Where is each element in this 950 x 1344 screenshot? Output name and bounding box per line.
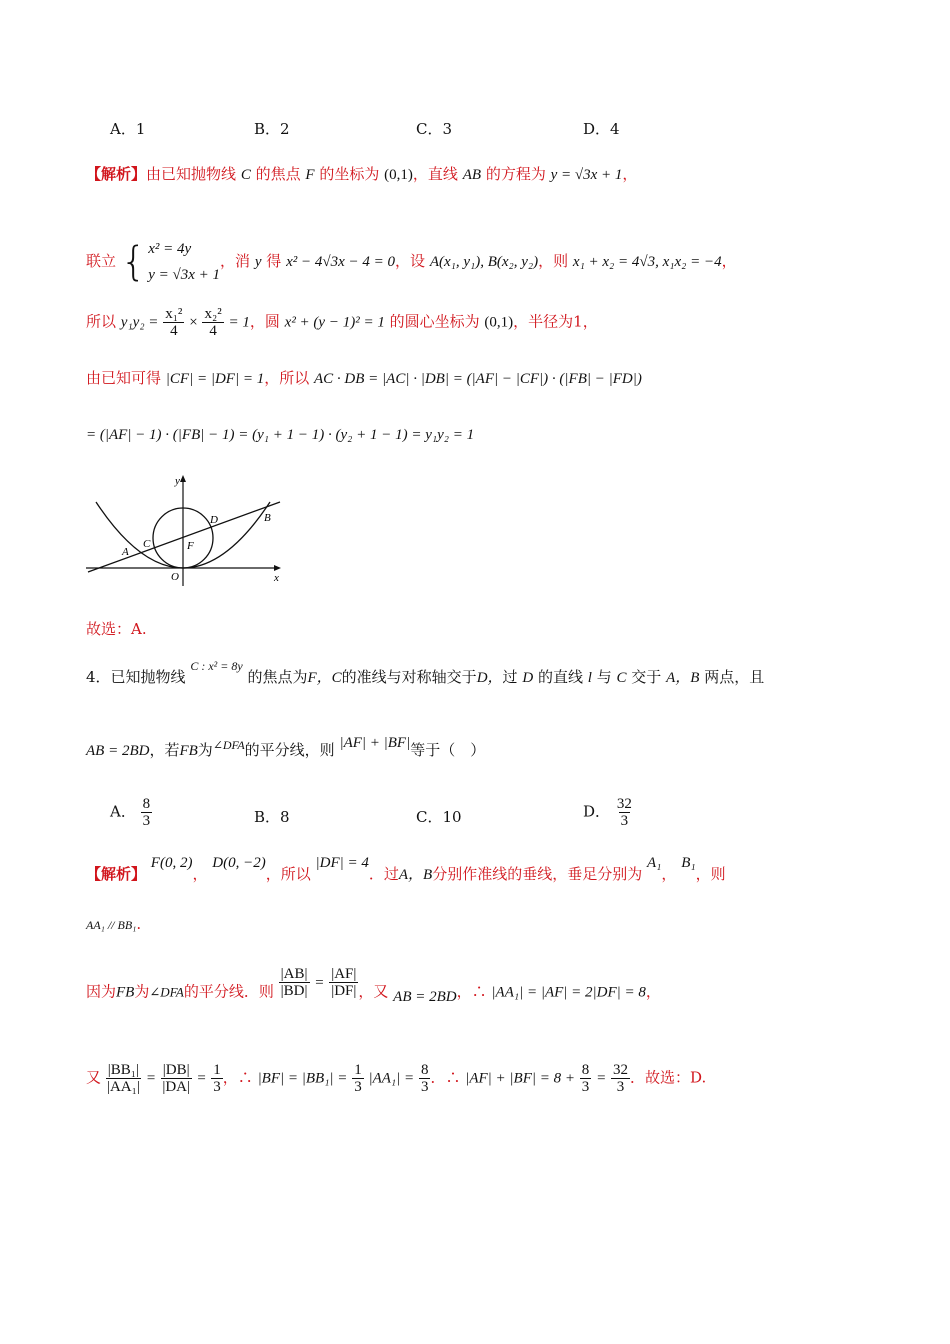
option-label: A．	[110, 802, 136, 821]
fraction	[611, 1062, 630, 1095]
text: ．∴	[430, 1068, 461, 1087]
math: A，B	[398, 867, 433, 883]
text: ，若	[149, 741, 180, 759]
fraction	[141, 796, 153, 829]
math: A₁	[647, 855, 662, 871]
label-a: A	[122, 546, 129, 558]
math: |AA₁| =	[368, 1070, 415, 1087]
math: AB	[462, 167, 482, 183]
math: D，	[476, 670, 503, 686]
q4-option-c: C．10	[416, 808, 462, 826]
x-axis-arrow	[274, 565, 281, 571]
numerator: |AF|	[331, 966, 357, 982]
text: 的平分线，则	[244, 741, 335, 759]
text: ，设	[395, 252, 426, 270]
math: F(0, 2)	[150, 855, 193, 871]
label-y: y	[175, 475, 180, 487]
solution-tag: 【解析】	[86, 165, 147, 183]
denominator: |DA|	[162, 1079, 190, 1095]
text: 得	[266, 252, 282, 270]
label-b: B	[264, 512, 271, 524]
math: y₁y₂ =	[120, 314, 159, 331]
fraction	[279, 966, 310, 999]
label-f: F	[187, 540, 194, 552]
q3-option-c: C．3	[416, 120, 453, 138]
math: D(0, −2)	[212, 855, 266, 871]
fraction	[329, 966, 358, 999]
text: 过	[502, 668, 518, 686]
math: x² − 4√3x − 4 = 0	[286, 254, 396, 270]
numerator: 8	[420, 1062, 429, 1078]
text: 交于	[631, 668, 662, 686]
math: AB = 2BD	[393, 988, 457, 1005]
math: = 1	[228, 314, 250, 331]
text: 分别作准线的垂线，垂足分别为	[432, 865, 643, 883]
denominator: |DF|	[331, 983, 357, 999]
math: x₁ + x₂ = 4√3, x₁x₂ = −4	[572, 254, 722, 270]
q3-solution-line-1	[86, 164, 637, 185]
numerator: 8	[142, 796, 151, 812]
math: y = √3x + 1	[550, 167, 623, 183]
math: F	[305, 167, 315, 183]
text: 两点，且	[704, 668, 765, 686]
text: ，所以	[264, 369, 310, 387]
fraction	[211, 1062, 223, 1095]
text: 的方程为	[485, 165, 546, 183]
text: ，	[661, 865, 677, 883]
parabola-circle-graph	[86, 474, 288, 586]
math: AB = 2BD	[86, 743, 150, 759]
text: ．故选：D.	[629, 1068, 707, 1087]
math: =	[196, 1070, 207, 1087]
option-label: D．	[583, 802, 611, 821]
q3-answer: 故选：A.	[86, 620, 147, 638]
math: |AA₁| = |AF| = 2|DF| = 8	[491, 984, 646, 1001]
text: ，	[192, 865, 208, 883]
denominator: |AA₁|	[106, 1079, 140, 1095]
text: ，又	[358, 982, 389, 1001]
math: AC · DB = |AC| · |DB| = (|AF| − |CF|) · (|FB| − |FD|)	[314, 371, 642, 387]
math: AA₁ // BB₁	[86, 918, 137, 932]
math: |AF| + |BF| = 8 +	[465, 1070, 575, 1087]
denominator: 4	[170, 323, 178, 339]
q4-solution-line-4	[86, 1062, 706, 1095]
q3-solution-line-4	[86, 368, 642, 389]
q4-solution-line-2	[86, 914, 141, 935]
numerator: |AB|	[280, 966, 308, 982]
text: ，∴	[456, 982, 487, 1001]
math: l	[587, 670, 592, 686]
fraction	[419, 1062, 431, 1095]
math: ×	[189, 314, 198, 331]
text: 因为	[86, 982, 117, 1001]
q4-solution-line-3	[86, 966, 661, 1009]
math: =	[145, 1070, 156, 1087]
q3-option-d: D．4	[583, 120, 620, 138]
text: ，半径为1，	[513, 312, 598, 331]
system-eq-2: y = √3x + 1	[148, 267, 221, 283]
fraction	[352, 1062, 364, 1095]
q4-option-d	[583, 796, 634, 829]
math: x² + (y − 1)² = 1	[284, 314, 385, 331]
q3-option-b: B．2	[254, 120, 290, 138]
math: A，B	[666, 670, 700, 686]
label-o: O	[171, 571, 179, 583]
text: 的焦点	[255, 165, 301, 183]
denominator: 3	[354, 1079, 362, 1095]
text: 又	[86, 1068, 102, 1087]
q3-solution-line-5	[86, 424, 474, 445]
text: 已知抛物线	[110, 668, 186, 686]
label-x: x	[274, 572, 279, 584]
numerator: x₁²	[165, 306, 183, 322]
text: ，	[645, 982, 661, 1001]
solution-tag: 【解析】	[86, 865, 147, 883]
text: 的坐标为	[319, 165, 380, 183]
text: 为	[197, 741, 213, 759]
label-c: C	[143, 538, 151, 550]
denominator: 3	[420, 1079, 429, 1095]
text: ，圆	[249, 312, 280, 331]
label-d: D	[210, 514, 218, 526]
text: ．过	[368, 865, 399, 883]
brace: {	[120, 239, 147, 285]
text: 的准线与对称轴交于	[341, 668, 477, 686]
text: ，则	[538, 252, 569, 270]
text: 由已知抛物线	[146, 165, 237, 183]
question-number: 4．	[86, 668, 111, 686]
denominator: 3	[213, 1079, 221, 1095]
numerator: |DB|	[162, 1062, 190, 1078]
text: ，	[721, 252, 737, 270]
denominator: 3	[616, 1079, 625, 1095]
text: 由已知可得	[86, 369, 162, 387]
math: =	[596, 1070, 607, 1087]
q3-solution-line-3	[86, 306, 598, 339]
q3-option-a: A．1	[110, 120, 146, 138]
math: ∠DFA	[149, 984, 184, 1000]
math: C	[616, 670, 627, 686]
system-eq-1: x² = 4y	[148, 241, 192, 257]
math: FB	[116, 984, 135, 1001]
q4-option-b: B．8	[254, 808, 290, 826]
text: .	[136, 915, 142, 933]
math: |CF| = |DF| = 1	[165, 371, 265, 387]
q4-option-a	[110, 796, 152, 829]
text: 与	[596, 668, 612, 686]
fraction	[106, 1062, 141, 1095]
math: A(x₁, y₁), B(x₂, y₂)	[429, 254, 539, 270]
fraction	[163, 306, 184, 339]
text: 的平分线．则	[183, 982, 274, 1001]
text: 所以	[86, 312, 117, 331]
numerator: 32	[612, 1062, 628, 1078]
text: ，	[622, 165, 638, 183]
text: 联立	[86, 252, 117, 270]
numerator: 1	[354, 1062, 362, 1078]
q3-solution-line-2	[86, 236, 737, 288]
fraction	[580, 1062, 592, 1095]
y-axis-arrow	[180, 475, 186, 482]
denominator: 3	[620, 813, 629, 829]
math: = (|AF| − 1) · (|FB| − 1) = (y₁ + 1 − 1) · (y₂ + 1 − 1) = y₁y₂ = 1	[86, 427, 475, 443]
equation-system	[121, 236, 220, 288]
numerator: 32	[616, 796, 632, 812]
text: ，消	[220, 252, 251, 270]
math: |AF| + |BF|	[339, 735, 411, 751]
line-ab	[88, 502, 280, 572]
math: D	[522, 670, 534, 686]
numerator: 1	[213, 1062, 221, 1078]
q4-statement-line-2	[86, 735, 486, 761]
fraction	[161, 1062, 192, 1095]
text: 的焦点为	[247, 668, 308, 686]
denominator: 3	[142, 813, 151, 829]
fraction	[615, 796, 634, 829]
math: =	[314, 974, 325, 991]
numerator: |BB₁|	[107, 1062, 140, 1078]
text: ，则	[695, 865, 726, 883]
q4-solution-line-1	[86, 855, 726, 885]
numerator: x₂²	[204, 306, 222, 322]
denominator: 4	[209, 323, 217, 339]
math: C : x² = 8y	[190, 659, 243, 673]
text: 的直线	[537, 668, 583, 686]
math: |BF| = |BB₁| =	[257, 1070, 348, 1087]
math: C	[240, 167, 251, 183]
text: ，所以	[265, 865, 311, 883]
text: 的圆心坐标为	[389, 312, 480, 331]
math: ∠DFA	[212, 738, 245, 752]
fraction	[202, 306, 223, 339]
math: FB	[179, 743, 198, 759]
q4-statement-line-1	[86, 659, 765, 688]
math: (0,1)	[484, 314, 514, 331]
text: 为	[134, 982, 150, 1001]
denominator: |BD|	[280, 983, 308, 999]
math: B₁	[681, 855, 696, 871]
denominator: 3	[581, 1079, 590, 1095]
text: 等于（ ）	[410, 741, 486, 759]
numerator: 8	[581, 1062, 590, 1078]
text: ，直线	[412, 165, 458, 183]
math: |DF| = 4	[315, 855, 369, 871]
math: y	[254, 254, 262, 270]
math: (0,1)	[384, 167, 413, 183]
text: ，∴	[222, 1068, 253, 1087]
math: F，C	[307, 670, 342, 686]
